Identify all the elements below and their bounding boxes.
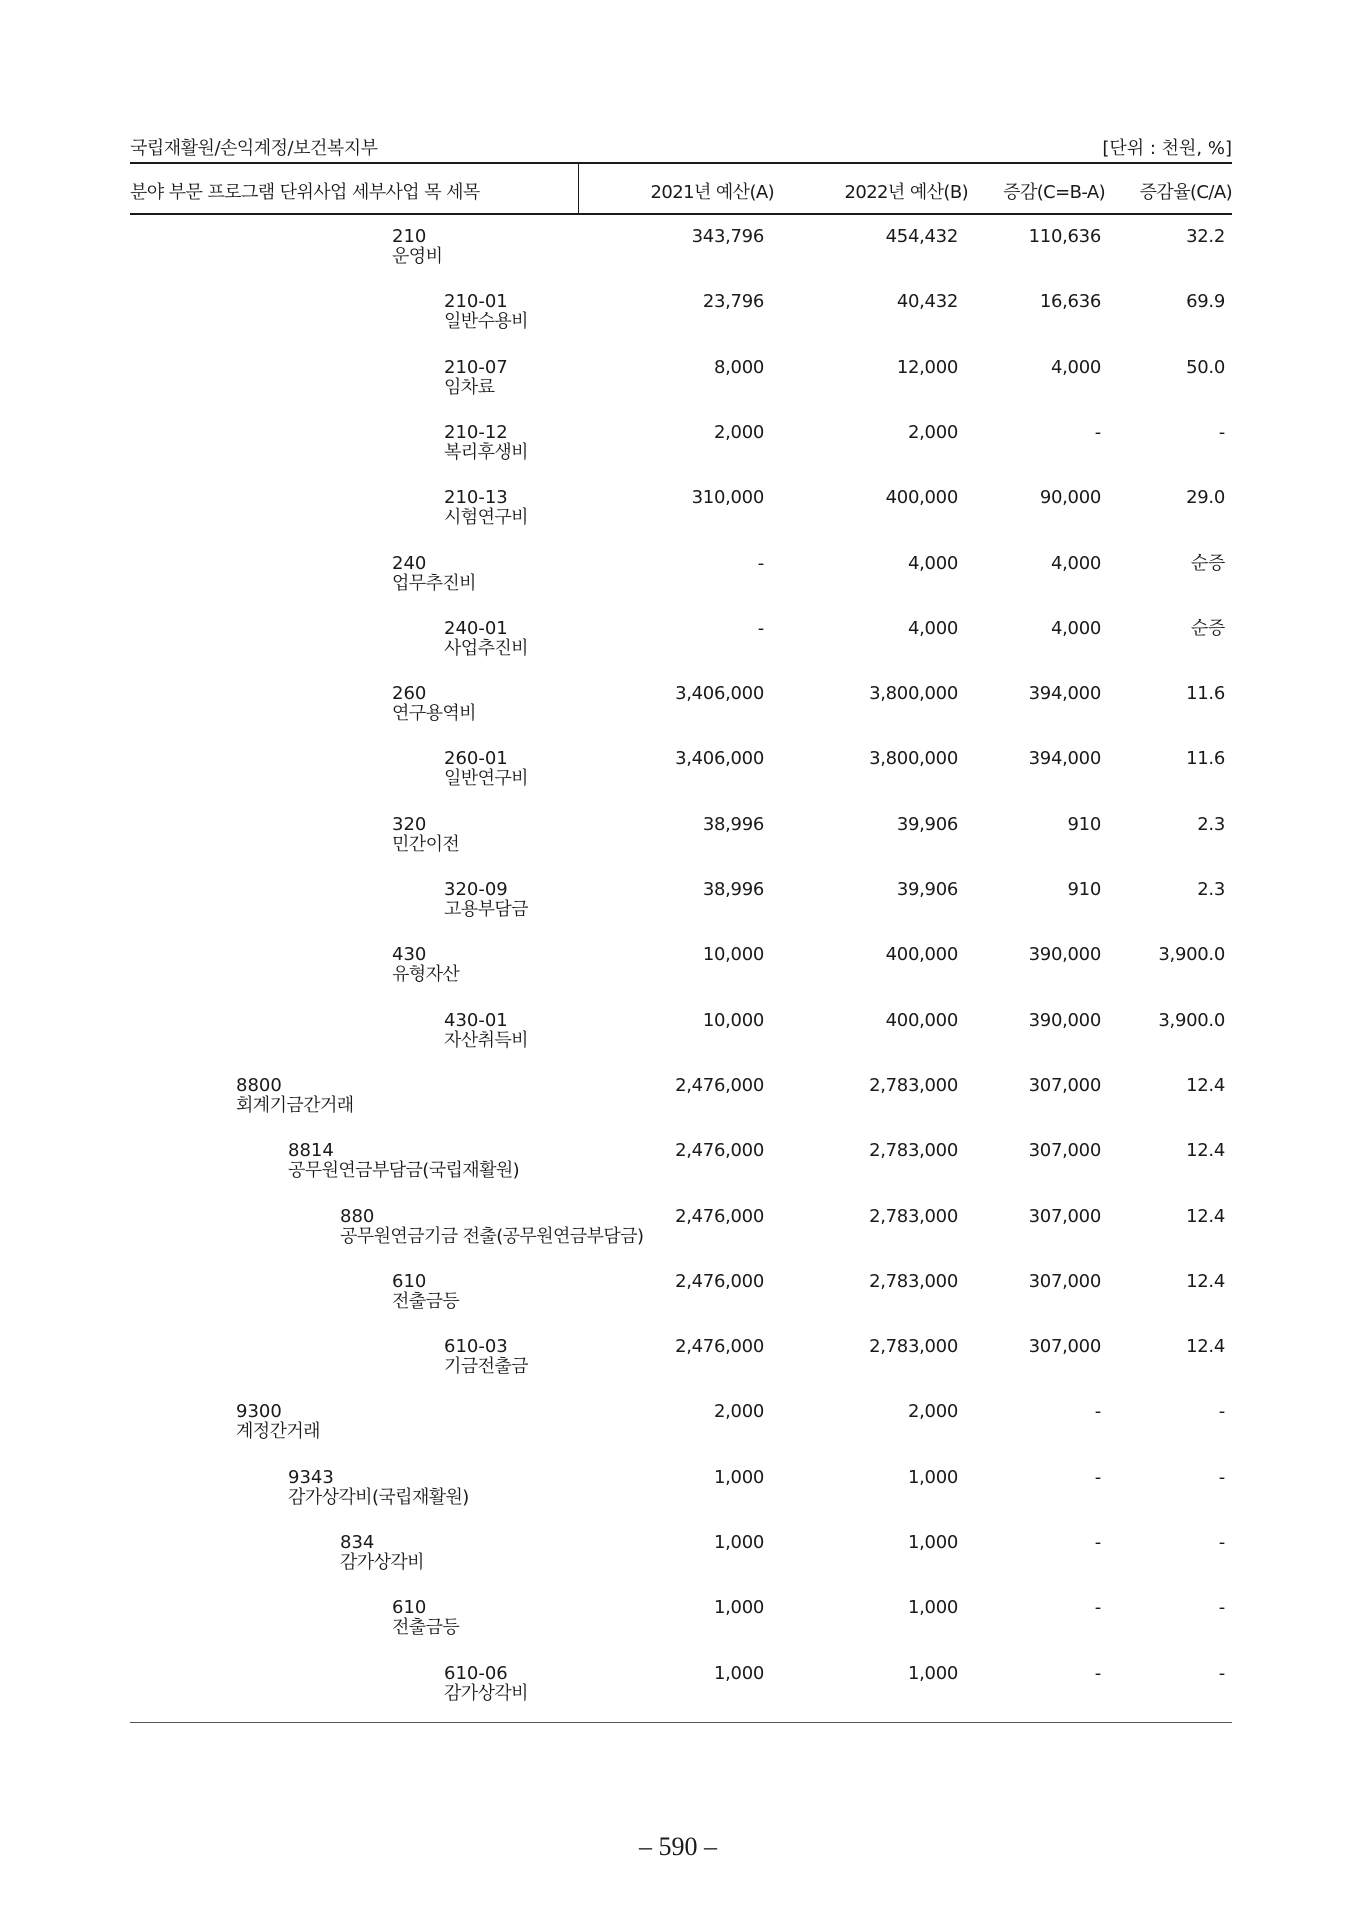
budget-2021-value: 1,000 [713,1532,764,1553]
budget-2022-value: 2,783,000 [869,1270,958,1292]
budget-2022-value: 2,783,000 [869,1074,958,1096]
change-rate-value: 69.9 [1186,291,1225,313]
table-row [0,684,1356,749]
budget-2021-value: 8,000 [713,356,764,378]
budget-2021-value: 2,476,000 [675,1074,764,1096]
item-name: 연구용역비 [392,703,476,725]
budget-2021-value: 2,476,000 [675,1270,764,1292]
item-code: 8800 [236,1074,282,1096]
table-bottom-rule [130,1722,1232,1723]
budget-2021-value: 2,000 [713,1401,764,1423]
budget-2022-value: 400,000 [885,1009,958,1031]
change-rate-value: 12.4 [1186,1140,1225,1162]
column-header-change-rate: 증감율(C/A) [1139,182,1232,203]
item-code: 610-03 [444,1336,508,1358]
budget-2021-value: 2,476,000 [675,1205,764,1227]
column-header-2022: 2022년 예산(B) [844,182,968,203]
change-rate-value: 50.0 [1186,356,1225,378]
table-row [0,1272,1356,1337]
column-header-2021: 2021년 예산(A) [650,182,774,203]
org-path: 국립재활원/손익계정/보건복지부 [130,138,378,159]
item-name: 업무추진비 [392,572,476,594]
item-name: 감가상각비(국립재활원) [288,1486,469,1508]
change-value: 307,000 [1028,1074,1101,1096]
item-code: 210-07 [444,356,508,378]
item-code: 834 [340,1532,375,1553]
change-value: 910 [1067,879,1101,900]
change-value: 16,636 [1039,291,1101,313]
item-code: 880 [340,1205,375,1227]
table-row [0,1402,1356,1467]
item-code: 210 [392,226,427,247]
budget-2022-value: 3,800,000 [869,683,958,705]
change-value: - [1094,1401,1101,1423]
item-name: 공무원연금부담금(국립재활원) [288,1160,520,1182]
change-value: - [1094,1466,1101,1488]
item-name: 감가상각비 [444,1682,528,1704]
item-name: 계정간거래 [236,1421,320,1443]
budget-2022-value: 1,000 [907,1466,958,1488]
column-header-change: 증감(C=B-A) [1003,182,1105,203]
budget-2022-value: 40,432 [896,291,958,313]
budget-2021-value: 343,796 [691,226,764,247]
item-name: 시험연구비 [444,507,528,529]
item-code: 210-12 [444,421,508,443]
table-row [0,1141,1356,1206]
table-row [0,1598,1356,1663]
change-rate-value: 29.0 [1186,487,1225,509]
change-value: - [1094,1532,1101,1553]
change-rate-value: - [1218,1662,1225,1684]
item-code: 260-01 [444,748,508,770]
change-rate-value: 순증 [1190,617,1225,639]
change-rate-value: - [1218,1466,1225,1488]
item-name: 전출금등 [392,1617,460,1639]
table-row [0,1468,1356,1533]
table-row [0,945,1356,1010]
table-row [0,619,1356,684]
budget-2021-value: - [757,617,764,639]
budget-2021-value: 23,796 [702,291,764,313]
item-name: 일반수용비 [444,311,528,333]
budget-2022-value: 2,000 [907,421,958,443]
budget-2022-value: 1,000 [907,1597,958,1619]
budget-2022-value: 4,000 [907,552,958,574]
item-name: 감가상각비 [340,1552,424,1573]
change-value: 307,000 [1028,1205,1101,1227]
item-code: 9343 [288,1466,334,1488]
budget-2022-value: 1,000 [907,1532,958,1553]
item-code: 8814 [288,1140,334,1162]
change-rate-value: 3,900.0 [1158,944,1225,966]
table-row [0,358,1356,423]
table-row [0,1076,1356,1141]
item-code: 610 [392,1270,427,1292]
table-row [0,423,1356,488]
budget-2021-value: 2,000 [713,421,764,443]
item-code: 610 [392,1597,427,1619]
budget-2022-value: 400,000 [885,944,958,966]
item-code: 210-13 [444,487,508,509]
item-name: 전출금등 [392,1290,460,1312]
budget-2022-value: 454,432 [885,226,958,247]
table-row [0,880,1356,945]
change-value: 110,636 [1028,226,1101,247]
change-rate-value: 2.3 [1197,813,1225,835]
change-rate-value: 11.6 [1186,748,1225,770]
item-code: 320-09 [444,879,508,900]
table-row [0,1533,1356,1598]
table-row [0,488,1356,553]
budget-2021-value: 10,000 [702,1009,764,1031]
change-value: 390,000 [1028,1009,1101,1031]
item-code: 210-01 [444,291,508,313]
item-name: 운영비 [392,246,443,267]
item-code: 320 [392,813,427,835]
item-code: 240-01 [444,617,508,639]
change-rate-value: - [1218,1401,1225,1423]
budget-2021-value: 3,406,000 [675,748,764,770]
change-rate-value: 12.4 [1186,1336,1225,1358]
item-name: 공무원연금기금 전출(공무원연금부담금) [340,1225,644,1247]
change-value: 910 [1067,813,1101,835]
item-name: 복리후생비 [444,441,528,463]
item-name: 기금전출금 [444,1356,528,1378]
budget-2022-value: 2,783,000 [869,1336,958,1358]
change-value: 90,000 [1039,487,1101,509]
budget-2021-value: 1,000 [713,1597,764,1619]
item-name: 고용부담금 [444,899,528,920]
table-row [0,1011,1356,1076]
change-rate-value: - [1218,1597,1225,1619]
header-bottom-rule [130,213,1232,215]
table-row [0,227,1356,292]
change-value: 4,000 [1050,356,1101,378]
change-rate-value: 12.4 [1186,1205,1225,1227]
change-rate-value: 2.3 [1197,879,1225,900]
budget-2022-value: 4,000 [907,617,958,639]
item-code: 260 [392,683,427,705]
item-name: 회계기금간거래 [236,1094,354,1116]
item-name: 민간이전 [392,833,460,855]
budget-2021-value: 1,000 [713,1662,764,1684]
page-number: – 590 – [639,1832,717,1861]
change-value: 307,000 [1028,1140,1101,1162]
table-row [0,815,1356,880]
budget-2021-value: - [757,552,764,574]
item-code: 430 [392,944,427,966]
change-rate-value: 11.6 [1186,683,1225,705]
change-value: 4,000 [1050,617,1101,639]
unit-label: [단위 : 천원, %] [1102,138,1232,159]
item-code: 430-01 [444,1009,508,1031]
item-code: 240 [392,552,427,574]
budget-2022-value: 2,783,000 [869,1205,958,1227]
table-row [0,749,1356,814]
table-row [0,1664,1356,1729]
budget-2021-value: 2,476,000 [675,1336,764,1358]
item-code: 610-06 [444,1662,508,1684]
budget-2022-value: 400,000 [885,487,958,509]
column-divider [578,164,579,214]
change-value: - [1094,1597,1101,1619]
change-value: 394,000 [1028,748,1101,770]
budget-2022-value: 3,800,000 [869,748,958,770]
table-top-rule [130,162,1232,164]
budget-2021-value: 38,996 [702,813,764,835]
budget-2022-value: 39,906 [896,879,958,900]
budget-2022-value: 2,783,000 [869,1140,958,1162]
item-name: 유형자산 [392,964,460,986]
budget-2021-value: 3,406,000 [675,683,764,705]
change-value: 394,000 [1028,683,1101,705]
change-value: 307,000 [1028,1336,1101,1358]
budget-2022-value: 39,906 [896,813,958,835]
budget-2022-value: 2,000 [907,1401,958,1423]
budget-2022-value: 12,000 [896,356,958,378]
item-name: 사업추진비 [444,637,528,659]
change-rate-value: - [1218,1532,1225,1553]
table-row [0,1337,1356,1402]
change-value: 4,000 [1050,552,1101,574]
item-name: 임차료 [444,376,495,398]
budget-2021-value: 10,000 [702,944,764,966]
change-rate-value: - [1218,421,1225,443]
table-row [0,1207,1356,1272]
item-name: 일반연구비 [444,768,528,790]
change-rate-value: 32.2 [1186,226,1225,247]
change-rate-value: 3,900.0 [1158,1009,1225,1031]
change-rate-value: 12.4 [1186,1074,1225,1096]
budget-2021-value: 2,476,000 [675,1140,764,1162]
budget-2021-value: 310,000 [691,487,764,509]
item-code: 9300 [236,1401,282,1423]
item-name: 자산취득비 [444,1029,528,1051]
change-rate-value: 순증 [1190,552,1225,574]
change-rate-value: 12.4 [1186,1270,1225,1292]
change-value: 307,000 [1028,1270,1101,1292]
change-value: - [1094,1662,1101,1684]
change-value: - [1094,421,1101,443]
column-header-category: 분야 부문 프로그램 단위사업 세부사업 목 세목 [130,182,480,203]
budget-2022-value: 1,000 [907,1662,958,1684]
table-row [0,292,1356,357]
table-row [0,554,1356,619]
change-value: 390,000 [1028,944,1101,966]
budget-2021-value: 1,000 [713,1466,764,1488]
budget-2021-value: 38,996 [702,879,764,900]
